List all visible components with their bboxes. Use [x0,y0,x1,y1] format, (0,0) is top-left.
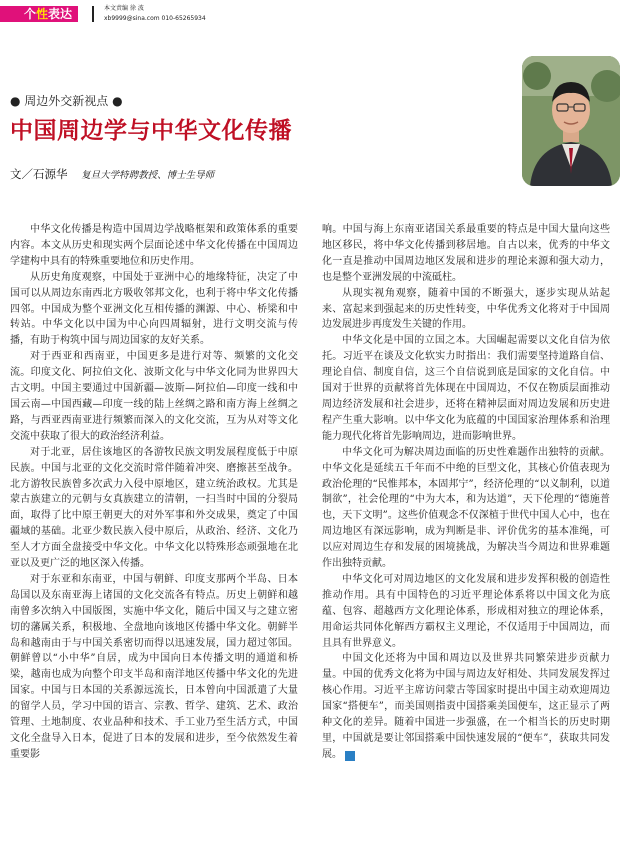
article-title: 中国周边学与中华文化传播 [10,118,292,144]
paragraph: 中华文化是中国的立国之本。大国崛起需要以文化自信为依托。习近平在谈及文化软实力时指出：我们需要坚持道路自信、理论自信、制度自信，这三个自信说到底是国家的文化自信。中国对于世界的贡献将首先体现在中国周边，不仅在物质层面推动周边经济发展和社会进步，还将在精神层面对周边发展和历史进程产生重大影响。以中华文化为底蕴的中国国家治理体系和治理能力现代化将首先影响周边，进而影响世界。 [322,335,610,442]
paragraph: 对于东亚和东南亚，中国与朝鲜、印度支那两个半岛、日本岛国以及东南亚海上诸国的文化交流各有特点。历史上朝鲜和越南曾多次纳入中国版图，实施中华文化，随后中国又与之建立密切的藩属关系，积极地、全盘地向该地区传播中华文化。朝鲜半岛和越南由于与中国关系密切而得以迅速发展，国力超过邻国。朝鲜曾以“小中华”自居，成为中国向日本传播文明的通道和桥梁，越南也成为向整个印支半岛和南洋地区传播中华文化的先进国家。中国与日本国的关系源远流长，日本曾向中国派遣了大量的留学人员，学习中国的语言、宗教、哲学、建筑、艺术、政治管理、土地制度、农业品种和技术、手工业乃至生活方式，中国文化全盘导入日本，促进了日本的发展和进步，至今依然发生着重要影 [10,573,298,760]
paragraph: 对于西亚和西南亚，中国更多是进行对等、频繁的文化交流。印度文化、阿拉伯文化、波斯文化与中华文化同为世界四大古文明。中国主要通过中国新疆—波斯—阿拉伯—印度一线和中国云南—中国西藏—印度一线的陆上丝绸之路和南方海上丝绸之路，与西亚西南亚进行频繁而深入的文化交流，互为从对等文化交流中获取了很大的政治经济利益。 [10,351,298,442]
paragraph: 对于北亚，居住该地区的各游牧民族文明发展程度低于中原民族。中国与北亚的文化交流时常伴随着冲突、磨擦甚至战争。北方游牧民族曾多次武力入侵中原地区，建立统治政权。尤其是蒙古族建立的元朝与女真族建立的清朝，一扫当时中国的分裂局面，取得了比中原王朝更大的对外军事和外交成果，奠定了中国疆域的基础。北亚少数民族入侵中原后，从政治、经济、文化乃至人才方面全盘接受中华文化。中华文化以特殊形态顽强地在北亚以及更广泛的地区深入传播。 [10,446,298,570]
paragraph: 中华文化可对周边地区的文化发展和进步发挥积极的创造性推动作用。具有中国特色的习近平理论体系将以中国文化为底蕴、包容、超越西方文化理论体系，形成相对独立的理论体系，用命运共同体化解西方霸权主义理论，不仅适用于中国周边，而且具有世界意义。 [322,573,610,649]
paragraph: 中华文化可为解决周边面临的历史性难题作出独特的贡献。中华文化是延续五千年而不中绝的巨型文化，其核心价值表现为政治伦理的“民惟邦本，本固邦宁”，经济伦理的“以义制利，以道制欲”，社会伦理的“中为大本，和为达道”，天下伦理的“德施普也，天下文明”。这些价值观念不仅深植于世代中国人心中，也在周边地区有深远影响，成为判断是非、评价优劣的基本准绳，可以应对周边生存和发展的困境挑战，为解决当今周边和世界难题作出独特贡献。 [322,446,610,570]
paragraph: 中华文化传播是构造中国周边学战略框架和政策体系的重要内容。本文从历史和现实两个层面论述中华文化传播在中国周边学建构中具有的特殊重要地位和历史作用。 [10,224,298,267]
paragraph-continued: 响。中国与海上东南亚诸国关系最重要的特点是中国大量向这些地区移民，将中华文化传播到移居地。自古以来，优秀的中华文化一直是推动中国周边地区发展和进步的理论来源和强大动力，也是整个亚洲发展的中流砥柱。 [322,224,610,283]
contact-line: xb9999@sina.com 010-65265934 [104,15,206,22]
header-info [104,4,206,24]
editor-line: 本文责编 徐 波 [104,5,144,12]
paragraph: 中国文化还将为中国和周边以及世界共同繁荣进步贡献力量。中国的优秀文化将为中国与周边友好相处、共同发展发挥过核心作用。习近平主席访问蒙古等国家时提出中国主动欢迎周边国家“搭便车”，而美国则指责中国搭乘美国便车，这正显示了两种文化的差异。随着中国进一步强盛，在一个相当长的历史时期里，中国就是要让邻国搭乘中国快速发展的“便车”，获取共同发展。 W [322,653,610,760]
column-left [10,222,298,763]
header-divider [92,6,94,22]
column-tag: 个性表达 [0,6,78,22]
author-photo [522,56,620,186]
paragraph: 从历史角度观察，中国处于亚洲中心的地缘特征，决定了中国可以从周边东南西北方吸收邻邦文化，也利于将中华文化传播四邻。中国成为整个亚洲文化互相传播的渊源、中心、桥梁和中转站。中华文化以中国为中心向四周辐射，进行文明交流与传播，有助于构筑中国与周边国家的友好关系。 [10,271,298,347]
column-right [322,222,610,763]
author-role: 复旦大学特聘教授、博士生导师 [81,170,215,181]
section-label: ● 周边外交新视点 ● [10,94,123,108]
byline: 文／石源华 复旦大学特聘教授、博士生导师 [10,167,215,181]
end-mark-icon: W [345,751,355,761]
author-name: 石源华 [33,167,68,181]
paragraph: 从现实视角观察，随着中国的不断强大，逐步实现从站起来、富起来到强起来的历史性转变，中华优秀文化将对于中国周边发展进步再度发生关键的作用。 [322,287,610,331]
